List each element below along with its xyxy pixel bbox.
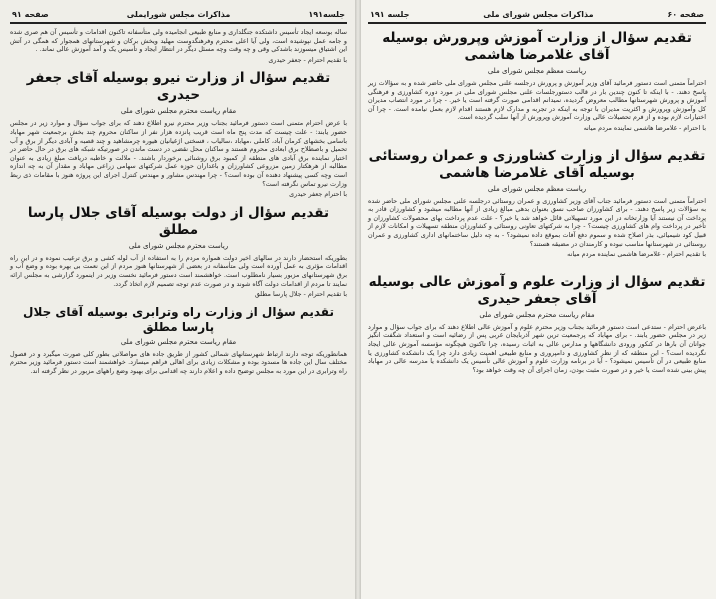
left-q1-title: تقدیم سؤال از وزارت نیرو بوسیله آقای جعفر حیدری <box>26 70 331 104</box>
left-q2-title: تقدیم سؤال از دولت بوسیله آقای جلال پارسا مطلق <box>27 204 330 238</box>
right-q3-title: تقدیم سؤال از وزارت علوم و آموزش عالی بوسیله آقای جعفر حیدری <box>368 273 706 307</box>
right-publication-title: مذاکرات مجلس شورای ملی <box>483 10 594 19</box>
right-page-number: صفحه ۶۰ <box>667 10 704 19</box>
right-page-header <box>368 8 706 24</box>
left-q1-signature: با احترام جعفر حیدری <box>289 190 347 199</box>
left-publication-title: مذاکرات مجلس شورایملی <box>126 10 231 19</box>
left-q2-addressee: ریاست محترم مجلس شورای ملی <box>128 241 229 250</box>
right-q1-title: تقدیم سؤال از وزارت آموزش وپرورش بوسیله آقای غلامرضا هاشمی <box>382 30 692 63</box>
left-q1-body: با عرض احترام متمنی است دستور فرمائید بجناب وزیر محترم نیرو اطلاع دهند که برای جواب سؤال و موارد زیر در مجلس حضور یابند: - علت چیست که مدت پنج ماه است قریب پانزده هزار نفر از ساکنان محروم چند بخش برجمعیت شهر مهاباد باسامی بخشهای کرمان آباد، کاملی ،مهاباد ،سالیاب ، فسختی اژغیانیان هیوره چرمشاهید و چند قصبه و آبادی دیگر از برق و آب تحمیل و باصطلاح برق ابعادی محروم هستند و ساکنان محل نقضی در دست ماندن در صورتیکه شبکه های برق در حال حاضر در اختیار نماینده برق آبادی های منطقه از کمبود برق روشنائی برخوردار باشند. - ملالت و خاطبه دریافت مبلغ زیادی به عنوان مطالبه از هرهکتار زمین مزروعی کشاورزان و باغداران حوزه عمل شرکتهای سهامی زراعی مهاباد و مقدار آن به چه اندازه است وچه کسی پیشنهاد دهنده آن بوده است؟ - چرا مهندس مشاور و مهندس کنترل اجرای این پروژه هنوز با مقامات ذی ربط وزارت نیرو تماس نگرفته است؟ <box>10 119 347 188</box>
left-session-label: جلسه۱۹۱ <box>308 10 345 19</box>
left-q1-addressee: مقام ریاست محترم مجلس شورای ملی <box>120 107 237 116</box>
left-q3-body: همانطوریکه توجه دارند ارتباط شهرستانهای شمالی کشور از طریق جاده های مواصلاتی بطور کلی صورت میگیرد و در فصول مختلف سال این جاده ها مسدود بوده و مشکلات زیادی برای اهالی فراهم میسازد. خواهشمند است دستور فرمائید وزیر محترم راه وترابری در این مورد به مجلس توضیح داده و اعلام دارند چه اقدامی برای بهبود وضع راههای مزبور در نظر گرفته اند. <box>10 349 347 375</box>
left-q2-signature: با تقدیم احترام - جلال پارسا مطلق <box>254 290 347 299</box>
left-q3-title: تقدیم سؤال از وزارت راه وترابری بوسیله آقای جلال پارسا مطلق <box>23 304 334 334</box>
right-q1-body: احتراماً متمنی است دستور فرمائید آقای وزیر آموزش و پرورش درجلسه علنی مجلس شورای ملی حاضر شده و به سؤالات زیر پاسخ دهند. - با اینکه تا کنون چندین بار در قالب دستورجلسات علنی مجلس شورای ملی در مورد دوره کشاورزی و فرهنگی آموزش و پرورش شهرستانها مطالب معروض گردیده، نمیدانم اقدامی صورت گرفته است یا خیر. - چرا در مورد انتصاب مدیران کل وآموزش وپرورش و اکثریت مدیران با توجه به اینکه در تجربه و مدارک لازم هستند اقدام لازم بعمل نیامده است. - چرا آن اختیارات لازم بوده و از فرم تحصیلات عالی وزارت آموزش وپرورش از آنها سلب گردیده است. <box>368 79 706 122</box>
right-session-label: جلسه ۱۹۱ <box>370 10 410 19</box>
right-q3-addressee: مقام ریاست محترم مجلس شورای ملی <box>479 310 595 319</box>
left-intro-signature: با تقدیم احترام - جعفر حیدری <box>268 55 347 64</box>
right-page <box>358 0 716 599</box>
right-q1-signature: با احترام - غلامرضا هاشمی نماینده مردم میانه <box>583 123 706 132</box>
right-q3-body: باعرض احترام - ستدعی است دستور فرمائید بجناب وزیر محترم علوم و آموزش عالی اطلاع دهند که برای جواب سؤال و موارد زیر در مجلس حضور یابند. - برای مهاباد که پرجمعیت ترین شهر آذربایجان غربی پس از رضائیه است و استعداد شگفت انگیز جوانان آن بارها در کنکور ورودی دانشگاهها و مدارس عالی به اثبات رسیده، چرا تاکنون هیچگونه مؤسسه آموزش عالی ایجاد نگردیده است؟ - این منطقه که از نظر کشاورزی و دامپروری و منابع طبیعی اهمیت زیادی دارد چرا یک دانشکده کشاورزی یا منابع طبیعی در آن تأسیس نمیشود؟ - آیا در برنامه وزارت علوم و آموزش عالی تأسیس یک دانشکده یا مدرسه عالی در مهاباد پیش بینی شده است یا خیر و در صورت مثبت بودن، زمان اجرای آن چه وقت خواهد بود؟ <box>368 322 706 374</box>
left-page-number: صفحه ۹۱ <box>12 10 49 19</box>
right-q2-signature: با تقدیم احترام - غلامرضا هاشمی نماینده مردم میانه <box>567 250 706 259</box>
left-page-header <box>10 8 347 24</box>
right-q2-addressee: ریاست معظم مجلس شورای ملی <box>487 184 587 193</box>
right-q2-title: تقدیم سؤال از وزارت کشاورزی و عمران روستائی بوسیله آقای غلامرضا هاشمی <box>368 147 706 181</box>
book-gutter <box>355 0 361 599</box>
left-q2-body: بطوریکه استحضار دارند در سالهای اخیر دولت همواره مردم را به استفاده از آب لوله کشی و برق ترغیب نموده و در این راه اقدامات مؤثری به عمل آورده است ولی متأسفانه در بعضی از شهرستانها هنوز مردم از این نعمت بی بهره بوده و وضع آب و برق شهرستانهای مزبور بسیار نامطلوب است. خواهشمند است دستور فرمائید نخست وزیر در اینمورد گزارشی به مجلس ارائه نمایند تا مردم از اقدامات دولت آگاه شوند و در صورت عدم توجه تصمیم لازم اتخاذ گردد. <box>10 253 347 288</box>
right-q2-body: احتراماً متمنی است دستور فرمائید جناب آقای وزیر کشاورزی و عمران روستائی درجلسه علنی مجلس شورای ملی حاضر شده به سؤالات زیر پاسخ دهند. - برای کشاورزان صاحب نسق بعنوان بدهی مبالغ زیادی از آنها مطالبه میشود و کشاورزان قادر به پرداخت آن نیستند آیا وزارتخانه در این مورد تسهیلاتی قائل خواهد شد یا خیر؟ - علت عدم پرداخت بهای محصولات کشاورزان و تأخیر در پرداخت وام های کشاورزی چیست؟ - چرا به شرکتهای تعاونی روستائی و کشاورزان منطقه تسهیلات و امکانات لازم از قبیل کود شیمیائی، بذر اصلاح شده و سموم دفع آفات بموقع داده نمیشود؟ - به چه دلیل ساختمانهای اداری کشاورزی و عمران روستائی در شهرستانها مناسب نبوده و کارمندان در مضیقه هستند؟ <box>368 196 706 248</box>
right-q1-addressee: ریاست معظم مجلس شورای ملی <box>487 67 587 75</box>
left-q3-addressee: مقام ریاست محترم مجلس شورای ملی <box>120 337 237 346</box>
left-intro-text: ساله بوسعه ایجاد تأسیس داشتکده جنگلداری و منابع طبیعی انجامیده ولی متأسفانه تاکنون اقدامات و تأسیس آن هم صری شده و جامه عمل نپوشیده است، ولی آیا اعلی محترم وفرهنگدوست مهلید ویخش برکان و شهرستانهای همجوار که همگی در آتش این اشتیاق میسوزند باشدکی وقی و چه وقت وچه مسئل دیگر در انتظار ایجاد و تأسیس یک و آمد آموزش عالی نماند. . <box>10 28 347 54</box>
